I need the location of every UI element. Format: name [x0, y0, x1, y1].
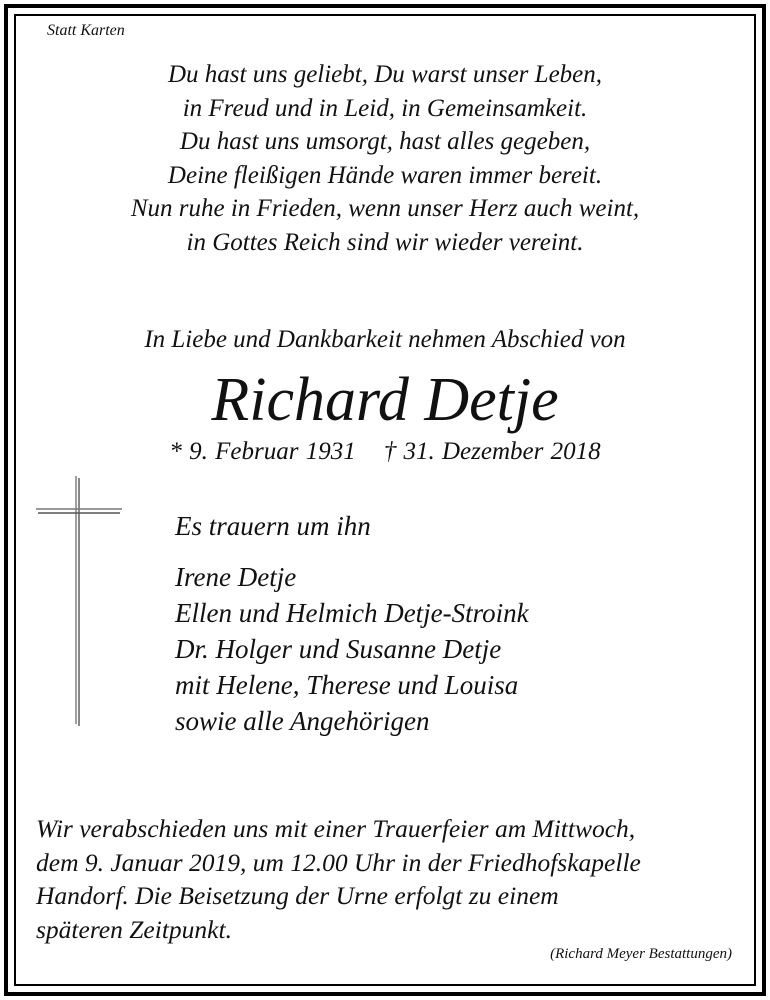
mourner-name: Irene Detje	[175, 562, 297, 592]
poem-line: Du hast uns umsorgt, hast alles gegeben,	[179, 128, 591, 155]
poem-line: Nun ruhe in Frieden, wenn unser Herz auch weint,	[130, 195, 640, 222]
service-line: dem 9. Januar 2019, um 12.00 Uhr in der Friedhofskapelle	[36, 847, 641, 877]
mourners-heading: Es trauern um ihn	[175, 511, 371, 541]
mourner-name: Dr. Holger und Susanne Detje	[175, 634, 502, 664]
mourner-name: Ellen und Helmich Detje-Stroink	[175, 598, 529, 628]
cross-icon	[36, 476, 122, 726]
mourners-list	[175, 508, 529, 739]
service-line: Wir verabschieden uns mit einer Trauerfeier am Mittwoch,	[36, 814, 636, 843]
header-note: Statt Karten	[47, 22, 125, 39]
service-line: späteren Zeitpunkt.	[36, 914, 232, 944]
deceased-name: Richard Detje	[211, 366, 559, 434]
intro-text: In Liebe und Dankbarkeit nehmen Abschied von	[144, 326, 626, 353]
death-date: † 31. Dezember 2018	[383, 438, 601, 465]
poem	[0, 58, 770, 259]
poem-line: in Freud und in Leid, in Gemeinsamkeit.	[182, 94, 588, 122]
poem-line: Du hast uns geliebt, Du warst unser Leben,	[167, 61, 603, 88]
service-info	[36, 812, 641, 946]
mourner-name: sowie alle Angehörigen	[175, 706, 430, 736]
poem-line: Deine fleißigen Hände waren immer bereit.	[167, 161, 603, 189]
life-dates	[0, 438, 770, 466]
funeral-home: (Richard Meyer Bestattungen)	[550, 946, 732, 962]
poem-line: in Gottes Reich sind wir wieder vereint.	[186, 228, 584, 256]
birth-date: * 9. Februar 1931	[169, 438, 356, 465]
service-line: Handorf. Die Beisetzung der Urne erfolgt zu einem	[36, 881, 559, 910]
mourner-name: mit Helene, Therese und Louisa	[175, 670, 519, 700]
